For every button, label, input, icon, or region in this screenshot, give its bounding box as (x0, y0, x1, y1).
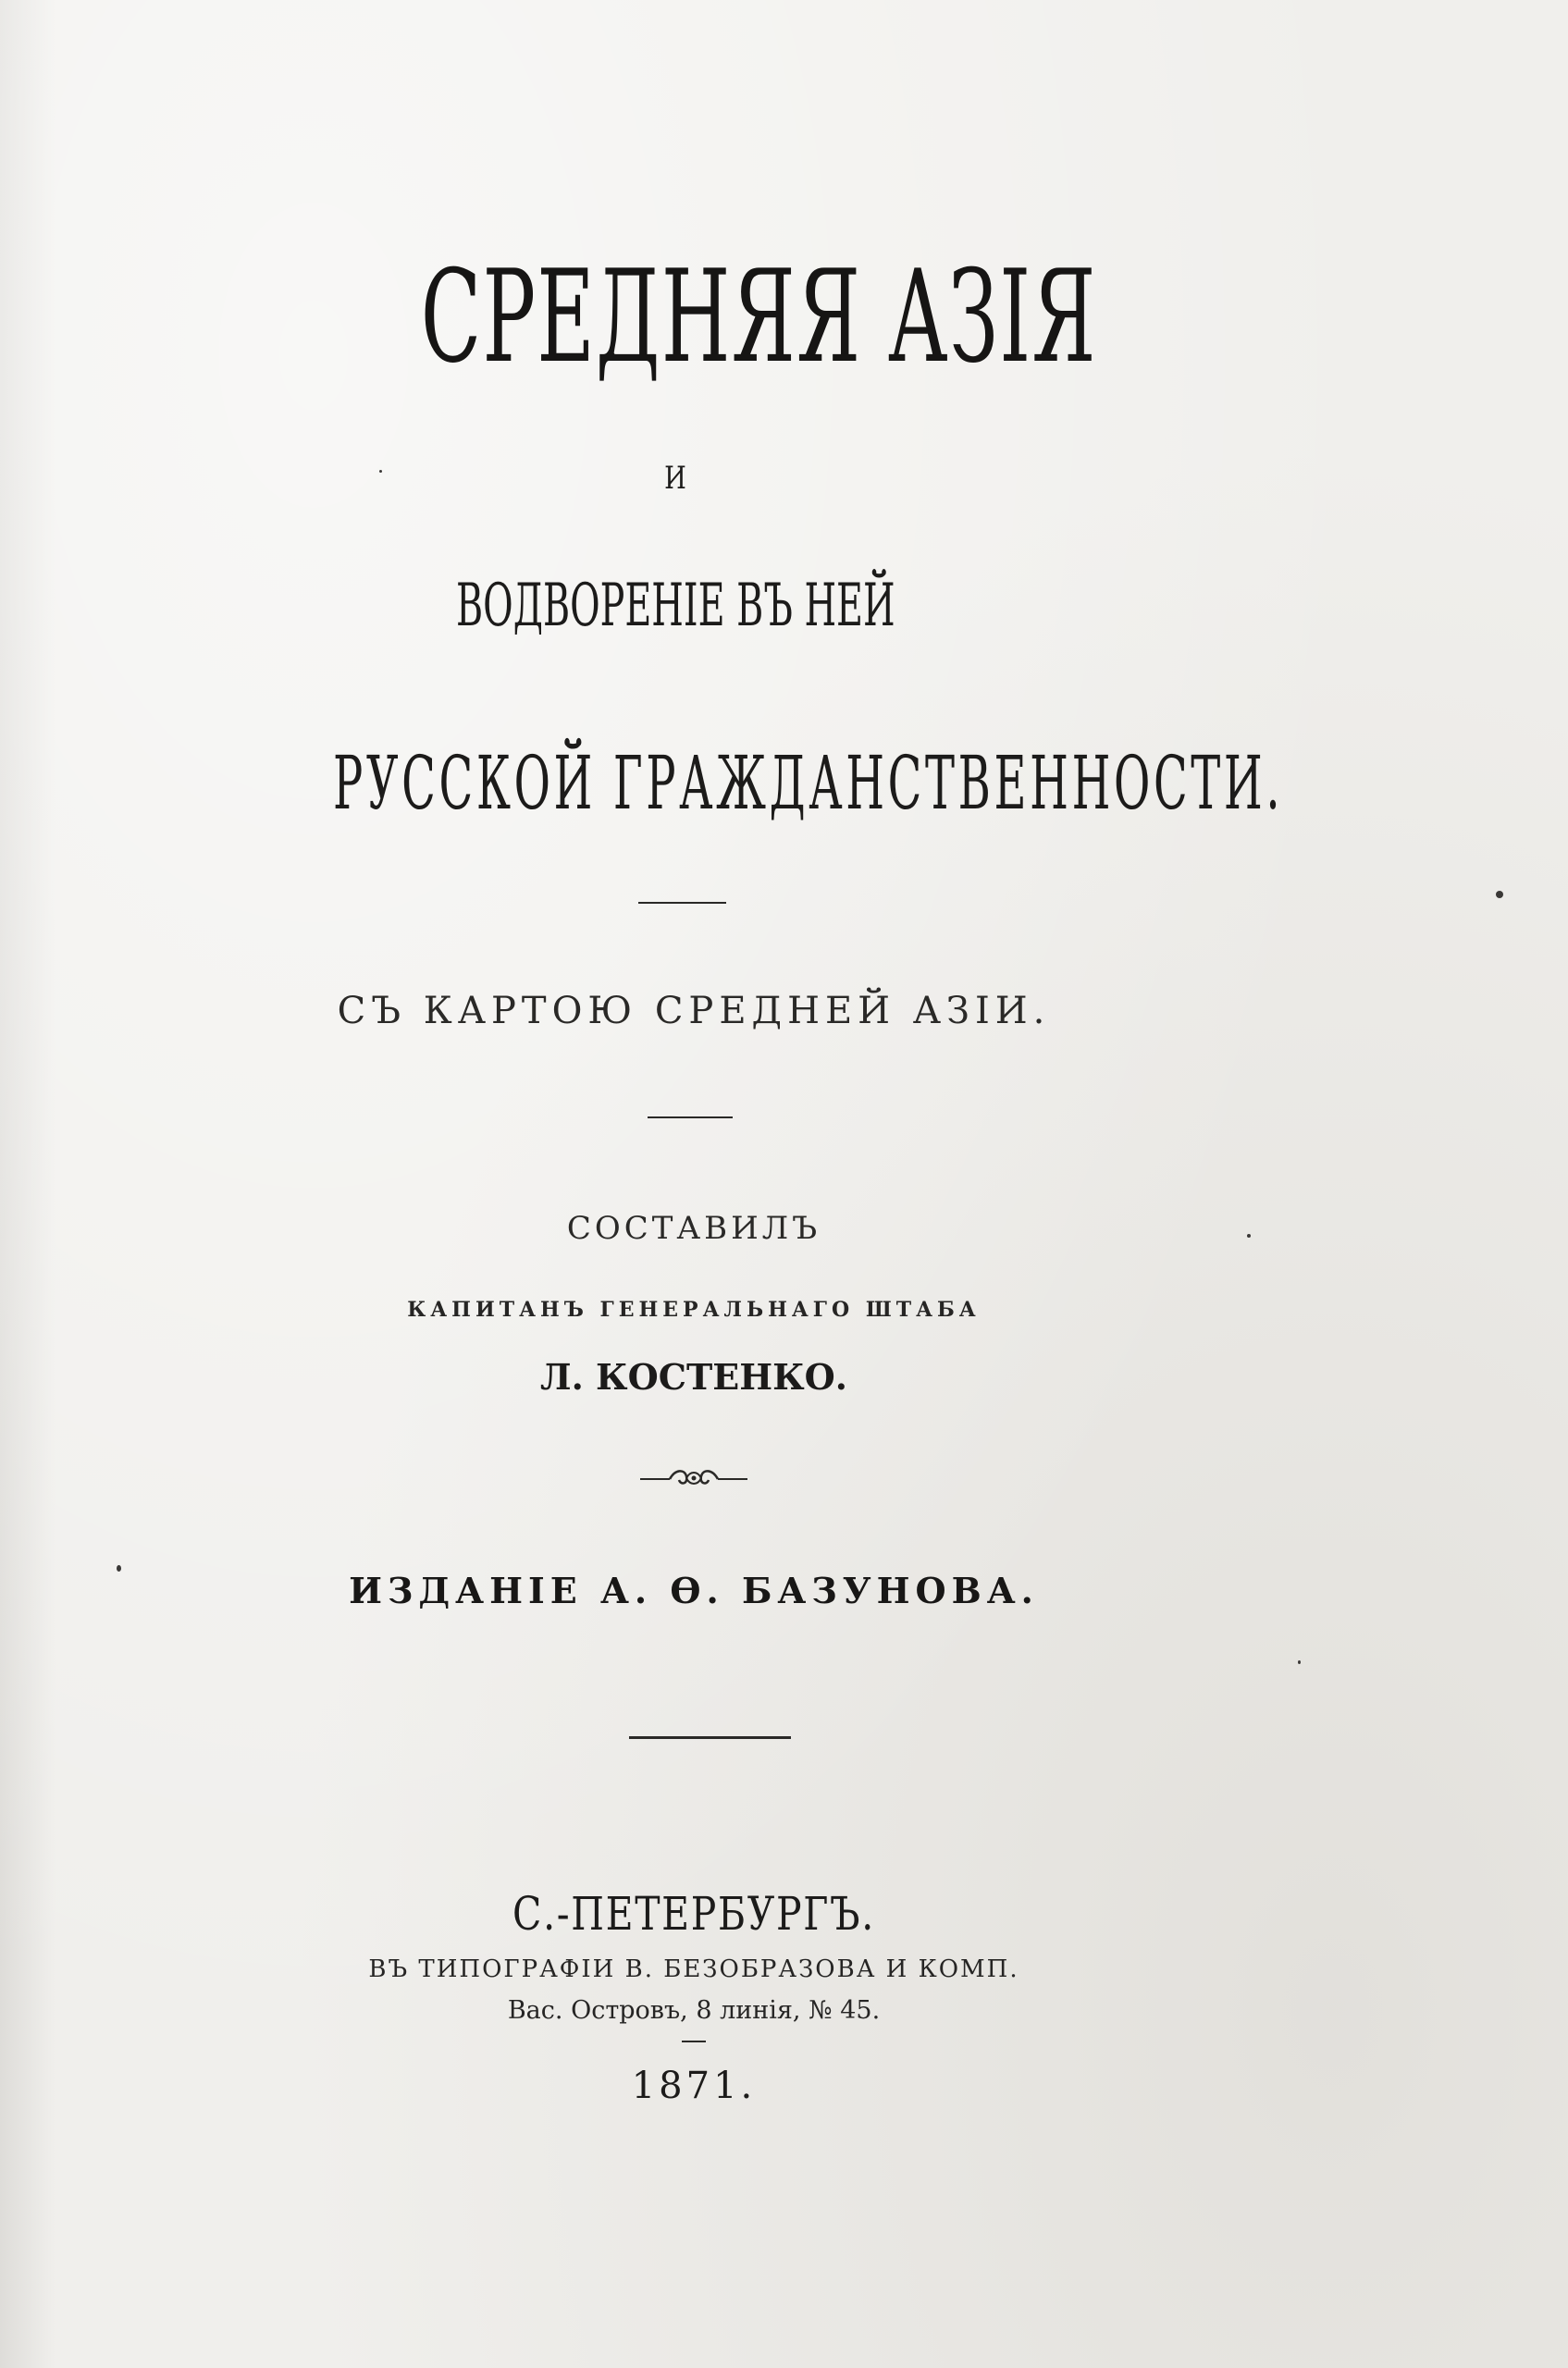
publication-year: 1871. (631, 2065, 757, 2107)
paper-speck (1298, 1660, 1301, 1664)
city: С.-ПЕТЕРБУРГЪ. (512, 1887, 875, 1941)
printer-address: Вас. Островъ, 8 линія, № 45. (507, 1996, 881, 2025)
author-name: Л. КОСТЕНКО. (539, 1356, 848, 1398)
compiled-by-label: СОСТАВИЛЪ (566, 1210, 821, 1247)
paper-speck (1247, 1234, 1251, 1238)
printer: ВЪ ТИПОГРАФІИ В. БЕЗОБРАЗОВА И КОМП. (368, 1955, 1019, 1983)
conjunction: И (664, 460, 686, 497)
paper-speck (379, 470, 382, 473)
subtitle-line-2: РУССКОЙ ГРАЖДАНСТВЕННОСТИ. (332, 740, 1284, 826)
subtitle-line-1: ВОДВОРЕНІЕ ВЪ НЕЙ (456, 572, 895, 640)
book-title: СРЕДНЯЯ АЗІЯ (420, 242, 1097, 391)
map-note: СЪ КАРТОЮ СРЕДНЕЙ АЗІИ. (337, 990, 1051, 1032)
publisher: ИЗДАНІЕ А. Ѳ. БАЗУНОВА. (349, 1570, 1039, 1611)
divider-rule (638, 902, 726, 904)
divider-rule (682, 2041, 706, 2042)
divider-rule (648, 1116, 733, 1118)
paper-speck (1496, 891, 1503, 898)
paper-speck (117, 1565, 121, 1572)
divider-rule (629, 1736, 791, 1739)
author-rank: КАПИТАНЪ ГЕНЕРАЛЬНАГО ШТАБА (407, 1298, 981, 1322)
ornament-flourish (638, 1465, 749, 1491)
